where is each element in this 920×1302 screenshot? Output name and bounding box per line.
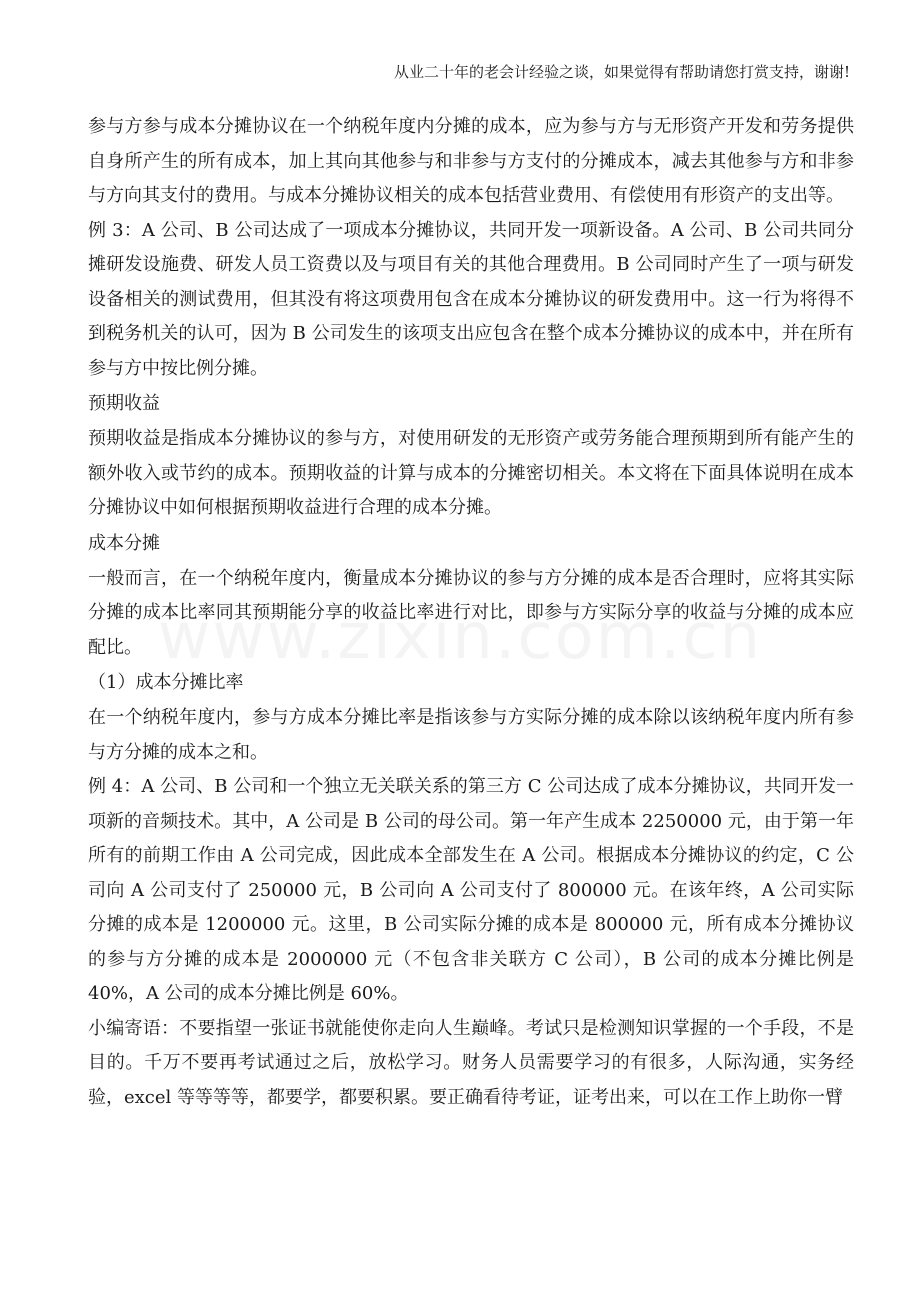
heading-cost-sharing-ratio: （1）成本分摊比率 — [88, 672, 244, 693]
header-note: 从业二十年的老会计经验之谈，如果觉得有帮助请您打赏支持，谢谢! — [393, 63, 850, 81]
paragraph-cost-sharing: 一般而言，在一个纳税年度内，衡量成本分摊协议的参与方分摊的成本是否合理时，应将其实际分摊的成本比率同其预期能分享的收益比率进行对比，即参与方实际分享的收益与分摊的成本应配比。 — [88, 567, 854, 658]
heading-cost-sharing: 成本分摊 — [88, 532, 160, 554]
paragraph-cost-sharing-ratio: 在一个纳税年度内，参与方成本分摊比率是指该参与方实际分摊的成本除以该纳税年度内所有参与方分摊的成本之和。 — [88, 707, 854, 763]
paragraph-editor-note: 小编寄语：不要指望一张证书就能使你走向人生巅峰。考试只是检测知识掌握的一个手段，不是目的。千万不要再考试通过之后，放松学习。财务人员需要学习的有很多，人际沟通，实务经验，excel 等等等等，都要学，都要积累。要正确看待考证，证考出来，可以在工作上助你一臂 — [88, 1017, 854, 1108]
paragraph-expected-benefit: 预期收益是指成本分摊协议的参与方，对使用研发的无形资产或劳务能合理预期到所有能产生的额外收入或节约的成本。预期收益的计算与成本的分摊密切相关。本文将在下面具体说明在成本分摊协议中如何根据预期收益进行合理的成本分摊。 — [88, 428, 854, 518]
paragraph-example-4: 例 4：A 公司、B 公司和一个独立无关联关系的第三方 C 公司达成了成本分摊协议，共同开发一项新的音频技术。其中，A 公司是 B 公司的母公司。第一年产生成本 2250000 元，由于第一年所有的前期工作由 A 公司完成，因此成本全部发生在 A 公司。根据成本分摊协议的约定，C 公司向 A 公司支付了 250000 元，B 公司向 A 公司支付了 800000 元。在该年终，A 公司实际分摊的成本是 1200000 元。这里，B 公司实际分摊的成本是 800000 元，所有成本分摊协议的参与方分摊的成本是 2000000 元（不包含非关联方 C 公司），B 公司的成本分摊比例是 40%，A 公司的成本分摊比例是 60%。 — [88, 776, 854, 1004]
heading-expected-benefit: 预期收益 — [88, 393, 160, 414]
paragraph-example-3: 例 3：A 公司、B 公司达成了一项成本分摊协议，共同开发一项新设备。A 公司、B 公司共同分摊研发设施费、研发人员工资费以及与项目有关的其他合理费用。B 公司同时产生了一项与研发设备相关的测试费用，但其没有将这项费用包含在成本分摊协议的研发费用中。这一行为将得不到税务机关的认可，因为 B 公司发生的该项支出应包含在整个成本分摊协议的成本中，并在所有参与方中按比例分摊。 — [88, 219, 854, 379]
paragraph-cost-definition: 参与方参与成本分摊协议在一个纳税年度内分摊的成本，应为参与方与无形资产开发和劳务提供自身所产生的所有成本，加上其向其他参与和非参与方支付的分摊成本，减去其他参与方和非参与方向其支付的费用。与成本分摊协议相关的成本包括营业费用、有偿使用有形资产的支出等。 — [88, 116, 854, 206]
document-body — [88, 110, 854, 1115]
